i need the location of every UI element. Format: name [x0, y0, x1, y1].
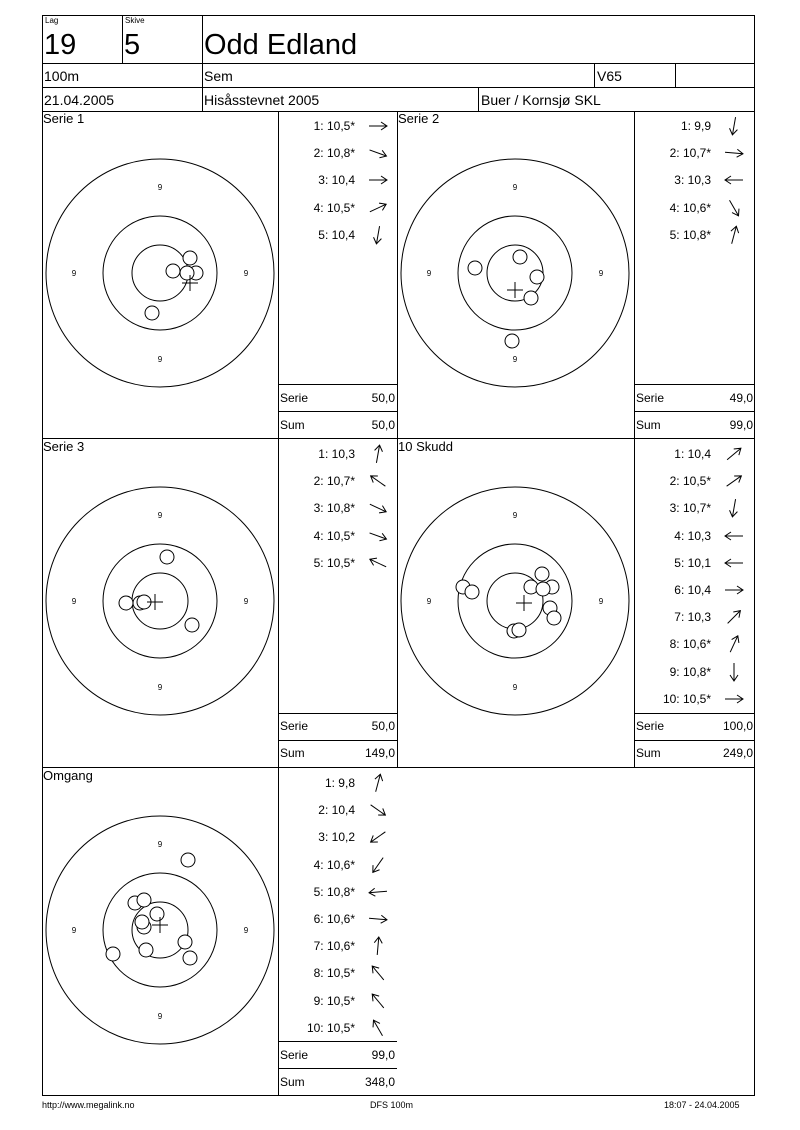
- direction-arrow-icon: [366, 496, 390, 520]
- header-divider: [594, 63, 595, 87]
- shot-score: 8: 10,6*: [669, 637, 711, 652]
- shot-score: 6: 10,4: [674, 583, 711, 597]
- shot-score: 3: 10,4: [318, 173, 355, 188]
- target-ring: [46, 159, 274, 387]
- shot-hit: [178, 935, 192, 949]
- direction-arrow-icon: [722, 114, 746, 138]
- panel-omgang: [42, 767, 397, 1096]
- shot-row: [278, 119, 397, 143]
- serie-label: Serie: [636, 391, 665, 405]
- direction-arrow-icon: [722, 551, 746, 575]
- shot-hit: [512, 623, 526, 637]
- shot-score: 1: 10,4: [674, 447, 711, 461]
- shot-hit: [183, 951, 197, 965]
- serie-value: 50,0: [371, 391, 395, 405]
- sum-value: 149,0: [364, 746, 395, 760]
- shot-hit: [524, 291, 538, 305]
- direction-arrow-icon: [722, 223, 746, 247]
- shot-row: [278, 529, 397, 553]
- serie-value: 99,0: [371, 1048, 395, 1062]
- header-divider: [478, 87, 479, 111]
- shot-score: 9: 10,5*: [313, 993, 355, 1008]
- ring-label: 9: [157, 1012, 163, 1021]
- sum-value: 348,0: [364, 1075, 395, 1089]
- date: 21.04.2005: [44, 92, 115, 108]
- shot-hit: [513, 250, 527, 264]
- shot-score: 1: 9,8: [324, 776, 355, 790]
- direction-arrow-icon: [366, 880, 390, 904]
- event-name: Hisåsstevnet 2005: [204, 92, 320, 108]
- shot-row: [278, 994, 397, 1018]
- shot-row: [278, 1021, 397, 1045]
- shot-score: 2: 10,8*: [313, 146, 355, 161]
- shot-row: [278, 146, 397, 170]
- footer-timestamp: 18:07 - 24.04.2005: [664, 1100, 740, 1110]
- shot-score: 7: 10,6*: [313, 939, 355, 954]
- direction-arrow-icon: [722, 496, 746, 520]
- class: V65: [597, 68, 622, 84]
- ring-label: 9: [426, 269, 432, 278]
- shot-hit: [180, 266, 194, 280]
- shot-row: [634, 529, 753, 553]
- serie-value: 50,0: [371, 719, 395, 733]
- target-serie-2: [397, 146, 634, 401]
- shooter-name: Odd Edland: [204, 29, 358, 61]
- ring-label: 9: [157, 840, 163, 849]
- shot-hit: [468, 261, 482, 275]
- shot-hit: [465, 585, 479, 599]
- shot-row: [278, 501, 397, 525]
- ring-label: 9: [157, 355, 163, 364]
- direction-arrow-icon: [366, 442, 390, 466]
- direction-arrow-icon: [366, 989, 390, 1013]
- direction-arrow-icon: [366, 196, 390, 220]
- ring-label: 9: [71, 597, 77, 606]
- direction-arrow-icon: [722, 578, 746, 602]
- shot-row: [278, 858, 397, 882]
- lag-number: 19: [44, 29, 77, 61]
- shot-row: [278, 912, 397, 936]
- sum-label: Sum: [636, 418, 661, 432]
- shot-score: 1: 10,3: [318, 447, 355, 461]
- direction-arrow-icon: [366, 825, 390, 849]
- direction-arrow-icon: [722, 168, 746, 192]
- direction-arrow-icon: [366, 934, 390, 958]
- shot-score: 8: 10,5*: [313, 966, 355, 981]
- header-divider: [675, 63, 676, 87]
- shot-hit: [160, 550, 174, 564]
- direction-arrow-icon: [722, 632, 746, 656]
- direction-arrow-icon: [366, 223, 390, 247]
- target-omgang: [42, 803, 278, 1058]
- shot-row: [278, 803, 397, 827]
- panel-serie-3: [42, 438, 397, 767]
- panel-serie-2: [397, 111, 755, 438]
- direction-arrow-icon: [722, 660, 746, 684]
- shot-row: [634, 501, 753, 525]
- direction-arrow-icon: [366, 907, 390, 931]
- ring-label: 9: [512, 183, 518, 192]
- shot-hit: [150, 907, 164, 921]
- shot-score: 1: 10,5*: [313, 119, 355, 133]
- ring-label: 9: [598, 269, 604, 278]
- target-ring: [458, 544, 572, 658]
- shot-hit: [535, 567, 549, 581]
- target-ring: [401, 159, 629, 387]
- shot-row: [634, 692, 753, 716]
- direction-arrow-icon: [366, 1016, 390, 1040]
- direction-arrow-icon: [366, 798, 390, 822]
- ring-label: 9: [157, 511, 163, 520]
- serie-value: 100,0: [722, 719, 753, 733]
- shot-score: 2: 10,4: [318, 803, 355, 818]
- shot-score: 3: 10,8*: [313, 501, 355, 516]
- shot-score: 5: 10,5*: [313, 555, 355, 570]
- ring-label: 9: [512, 355, 518, 364]
- direction-arrow-icon: [366, 469, 390, 493]
- sum-value: 249,0: [722, 746, 753, 760]
- location: Buer / Kornsjø SKL: [481, 92, 601, 108]
- ring-label: 9: [512, 511, 518, 520]
- panel-title: Omgang: [43, 768, 93, 783]
- club: Sem: [204, 68, 233, 84]
- shot-row: [634, 610, 753, 634]
- shot-row: [278, 228, 397, 252]
- shot-score: 4: 10,5*: [313, 200, 355, 215]
- shot-score: 1: 9,9: [680, 119, 711, 133]
- sum-label: Sum: [280, 746, 305, 760]
- shot-row: [634, 474, 753, 498]
- shot-hit: [135, 915, 149, 929]
- serie-label: Serie: [636, 719, 665, 733]
- shot-row: [278, 939, 397, 963]
- shot-score: 3: 10,7*: [669, 501, 711, 516]
- panel-10-skudd: [397, 438, 755, 767]
- shot-hit: [530, 270, 544, 284]
- direction-arrow-icon: [366, 524, 390, 548]
- serie-label: Serie: [280, 391, 309, 405]
- lag-label: Lag: [45, 16, 59, 25]
- shot-score: 4: 10,6*: [669, 200, 711, 215]
- shot-hit: [547, 611, 561, 625]
- ring-label: 9: [243, 597, 249, 606]
- shot-hit: [505, 334, 519, 348]
- ring-label: 9: [71, 926, 77, 935]
- sum-value: 50,0: [371, 418, 395, 432]
- shot-row: [634, 447, 753, 471]
- shot-hit: [145, 306, 159, 320]
- target-serie-1: [42, 146, 278, 401]
- direction-arrow-icon: [366, 168, 390, 192]
- direction-arrow-icon: [366, 551, 390, 575]
- shot-score: 5: 10,8*: [313, 884, 355, 899]
- shot-row: [634, 556, 753, 580]
- direction-arrow-icon: [366, 141, 390, 165]
- shot-row: [634, 665, 753, 689]
- skive-label: Skive: [125, 16, 145, 25]
- serie-value: 49,0: [729, 391, 753, 405]
- shot-hit: [166, 264, 180, 278]
- shot-row: [278, 173, 397, 197]
- ring-label: 9: [157, 683, 163, 692]
- direction-arrow-icon: [366, 961, 390, 985]
- ring-label: 9: [71, 269, 77, 278]
- shot-row: [278, 776, 397, 800]
- shot-hit: [119, 596, 133, 610]
- shot-score: 5: 10,8*: [669, 227, 711, 242]
- shot-row: [278, 447, 397, 471]
- panel-title: Serie 3: [43, 439, 85, 454]
- shot-score: 2: 10,5*: [669, 474, 711, 489]
- shot-score: 9: 10,8*: [669, 664, 711, 679]
- shot-row: [278, 966, 397, 990]
- header-divider: [122, 15, 123, 63]
- ring-label: 9: [598, 597, 604, 606]
- shot-row: [634, 583, 753, 607]
- footer-url[interactable]: http://www.megalink.no: [42, 1100, 135, 1110]
- shot-score: 5: 10,1: [674, 555, 711, 570]
- distance: 100m: [44, 68, 80, 84]
- serie-label: Serie: [280, 719, 309, 733]
- direction-arrow-icon: [366, 114, 390, 138]
- panel-title: Serie 1: [43, 111, 85, 126]
- sum-label: Sum: [280, 418, 305, 432]
- ring-label: 9: [243, 926, 249, 935]
- shot-row: [278, 556, 397, 580]
- direction-arrow-icon: [722, 442, 746, 466]
- shot-score: 2: 10,7*: [313, 474, 355, 489]
- direction-arrow-icon: [722, 605, 746, 629]
- direction-arrow-icon: [722, 141, 746, 165]
- shot-score: 3: 10,2: [318, 830, 355, 845]
- shot-row: [634, 173, 753, 197]
- shot-score: 5: 10,4: [318, 227, 355, 242]
- ring-label: 9: [157, 183, 163, 192]
- shot-row: [278, 474, 397, 498]
- ring-label: 9: [512, 683, 518, 692]
- direction-arrow-icon: [722, 524, 746, 548]
- serie-label: Serie: [280, 1048, 309, 1062]
- shot-row: [278, 885, 397, 909]
- shot-row: [634, 201, 753, 225]
- shot-hit: [536, 582, 550, 596]
- direction-arrow-icon: [722, 469, 746, 493]
- shot-score: 4: 10,5*: [313, 528, 355, 543]
- shot-hit: [181, 853, 195, 867]
- panel-title: 10 Skudd: [398, 439, 453, 454]
- shot-row: [278, 830, 397, 854]
- shot-score: 10: 10,5*: [662, 691, 711, 706]
- direction-arrow-icon: [722, 687, 746, 711]
- shot-row: [278, 201, 397, 225]
- shot-hit: [106, 947, 120, 961]
- footer-range: DFS 100m: [370, 1100, 414, 1110]
- shot-score: 10: 10,5*: [306, 1020, 355, 1035]
- shot-row: [634, 146, 753, 170]
- sum-label: Sum: [280, 1075, 305, 1089]
- shot-hit: [139, 943, 153, 957]
- target-ring: [46, 487, 274, 715]
- sum-value: 99,0: [729, 418, 753, 432]
- shot-row: [634, 637, 753, 661]
- ring-label: 9: [243, 269, 249, 278]
- ring-label: 9: [426, 597, 432, 606]
- shot-hit: [137, 893, 151, 907]
- target-ring: [401, 487, 629, 715]
- direction-arrow-icon: [366, 853, 390, 877]
- shot-row: [634, 228, 753, 252]
- target-10-skudd: [397, 474, 634, 729]
- sum-label: Sum: [636, 746, 661, 760]
- shot-hit: [185, 618, 199, 632]
- shot-score: 4: 10,6*: [313, 857, 355, 872]
- header-divider: [42, 87, 755, 88]
- shot-hit: [183, 251, 197, 265]
- shot-score: 2: 10,7*: [669, 146, 711, 161]
- direction-arrow-icon: [722, 196, 746, 220]
- shot-score: 6: 10,6*: [313, 912, 355, 926]
- panel-title: Serie 2: [398, 111, 440, 126]
- direction-arrow-icon: [366, 771, 390, 795]
- shot-score: 3: 10,3: [674, 173, 711, 188]
- shot-row: [634, 119, 753, 143]
- shot-score: 4: 10,3: [674, 528, 711, 543]
- skive-number: 5: [124, 29, 141, 61]
- shot-score: 7: 10,3: [674, 610, 711, 625]
- target-serie-3: [42, 474, 278, 729]
- header-divider: [42, 63, 755, 64]
